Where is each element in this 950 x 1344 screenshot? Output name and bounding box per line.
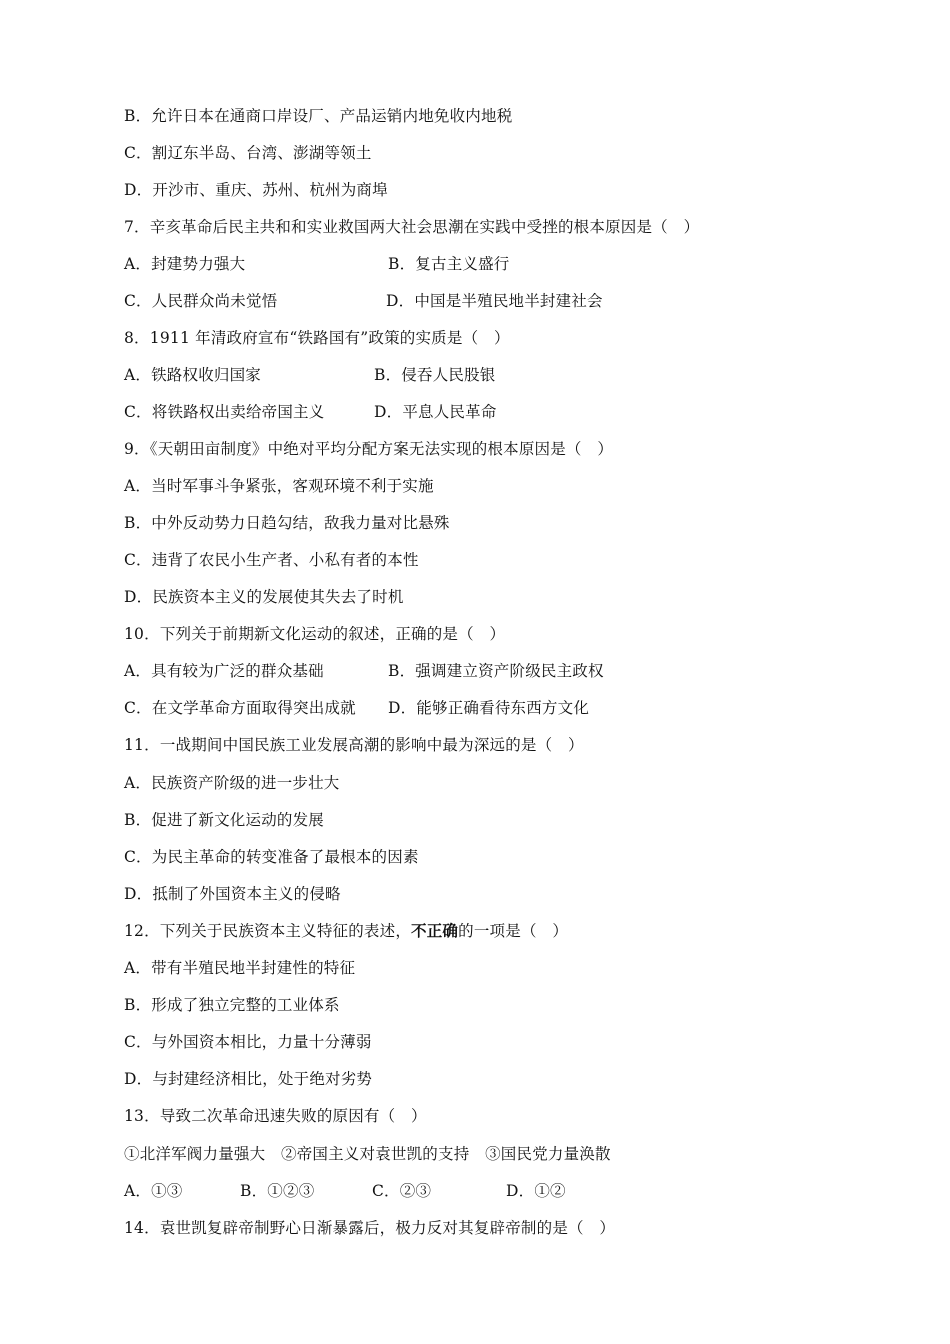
- q6-option-c: C．割辽东半岛、台湾、澎湖等领土: [124, 144, 372, 162]
- q7-option-b: B．复古主义盛行: [388, 255, 510, 273]
- q7-options-row-2: [124, 288, 844, 314]
- q11-option-a: A．民族资产阶级的进一步壮大: [124, 774, 340, 792]
- q10-option-d: D．能够正确看待东西方文化: [388, 699, 590, 717]
- q10-option-a: A．具有较为广泛的群众基础: [124, 662, 324, 680]
- q12-option-d: D．与封建经济相比，处于绝对劣势: [124, 1070, 373, 1088]
- q12-option-b: B．形成了独立完整的工业体系: [124, 996, 340, 1014]
- q13-statements: ①北洋军阀力量强大 ②帝国主义对袁世凯的支持 ③国民党力量涣散: [124, 1145, 611, 1163]
- q10-option-b: B．强调建立资产阶级民主政权: [388, 662, 604, 680]
- q11-option-b: B．促进了新文化运动的发展: [124, 811, 324, 829]
- q13-option-c: C．②③: [372, 1182, 432, 1200]
- q7-option-c: C．人民群众尚未觉悟: [124, 292, 278, 310]
- question-14: 14．袁世凯复辟帝制野心日渐暴露后，极力反对其复辟帝制的是（ ）: [124, 1219, 616, 1237]
- q10-option-c: C．在文学革命方面取得突出成就: [124, 699, 356, 717]
- q12-stem-end: 的一项是（ ）: [458, 922, 569, 940]
- q9-option-b: B．中外反动势力日趋勾结，敌我力量对比悬殊: [124, 514, 450, 532]
- q6-option-b: B．允许日本在通商口岸设厂、产品运销内地免收内地税: [124, 107, 513, 125]
- q11-option-c: C．为民主革命的转变准备了最根本的因素: [124, 848, 419, 866]
- q8-options-row-2: [124, 399, 844, 425]
- q8-options-row-1: [124, 362, 844, 388]
- q8-option-d: D．平息人民革命: [374, 403, 497, 421]
- q13-option-b: B．①②③: [240, 1182, 315, 1200]
- q8-option-c: C．将铁路权出卖给帝国主义: [124, 403, 325, 421]
- q7-options-row-1: [124, 251, 844, 277]
- q7-option-a: A．封建势力强大: [124, 255, 246, 273]
- q10-options-row-2: [124, 695, 844, 721]
- q12-emphasis: 不正确: [411, 922, 459, 940]
- q12-option-c: C．与外国资本相比，力量十分薄弱: [124, 1033, 372, 1051]
- q13-option-d: D．①②: [506, 1182, 566, 1200]
- q7-option-d: D．中国是半殖民地半封建社会: [386, 292, 603, 310]
- q11-option-d: D．抵制了外国资本主义的侵略: [124, 885, 341, 903]
- q8-option-a: A．铁路权收归国家: [124, 366, 261, 384]
- q9-option-d: D．民族资本主义的发展使其失去了时机: [124, 588, 404, 606]
- question-10: 10．下列关于前期新文化运动的叙述，正确的是（ ）: [124, 625, 506, 643]
- q8-option-b: B．侵吞人民股银: [374, 366, 496, 384]
- q6-option-d: D．开沙市、重庆、苏州、杭州为商埠: [124, 181, 388, 199]
- question-9: 9．《天朝田亩制度》中绝对平均分配方案无法实现的根本原因是（ ）: [124, 440, 614, 458]
- question-12: [124, 918, 844, 944]
- q13-option-a: A．①③: [124, 1182, 183, 1200]
- q13-options: [124, 1178, 844, 1204]
- q9-option-c: C．违背了农民小生产者、小私有者的本性: [124, 551, 419, 569]
- question-11: 11．一战期间中国民族工业发展高潮的影响中最为深远的是（ ）: [124, 736, 584, 754]
- question-8: 8．1911 年清政府宣布“铁路国有”政策的实质是（ ）: [124, 329, 510, 347]
- q12-option-a: A．带有半殖民地半封建性的特征: [124, 959, 356, 977]
- question-7: 7．辛亥革命后民主共和和实业救国两大社会思潮在实践中受挫的根本原因是（ ）: [124, 218, 700, 236]
- q9-option-a: A．当时军事斗争紧张，客观环境不利于实施: [124, 477, 434, 495]
- q10-options-row-1: [124, 658, 844, 684]
- q12-stem-start: 12．下列关于民族资本主义特征的表述，: [124, 922, 412, 940]
- question-13: 13．导致二次革命迅速失败的原因有（ ）: [124, 1107, 427, 1125]
